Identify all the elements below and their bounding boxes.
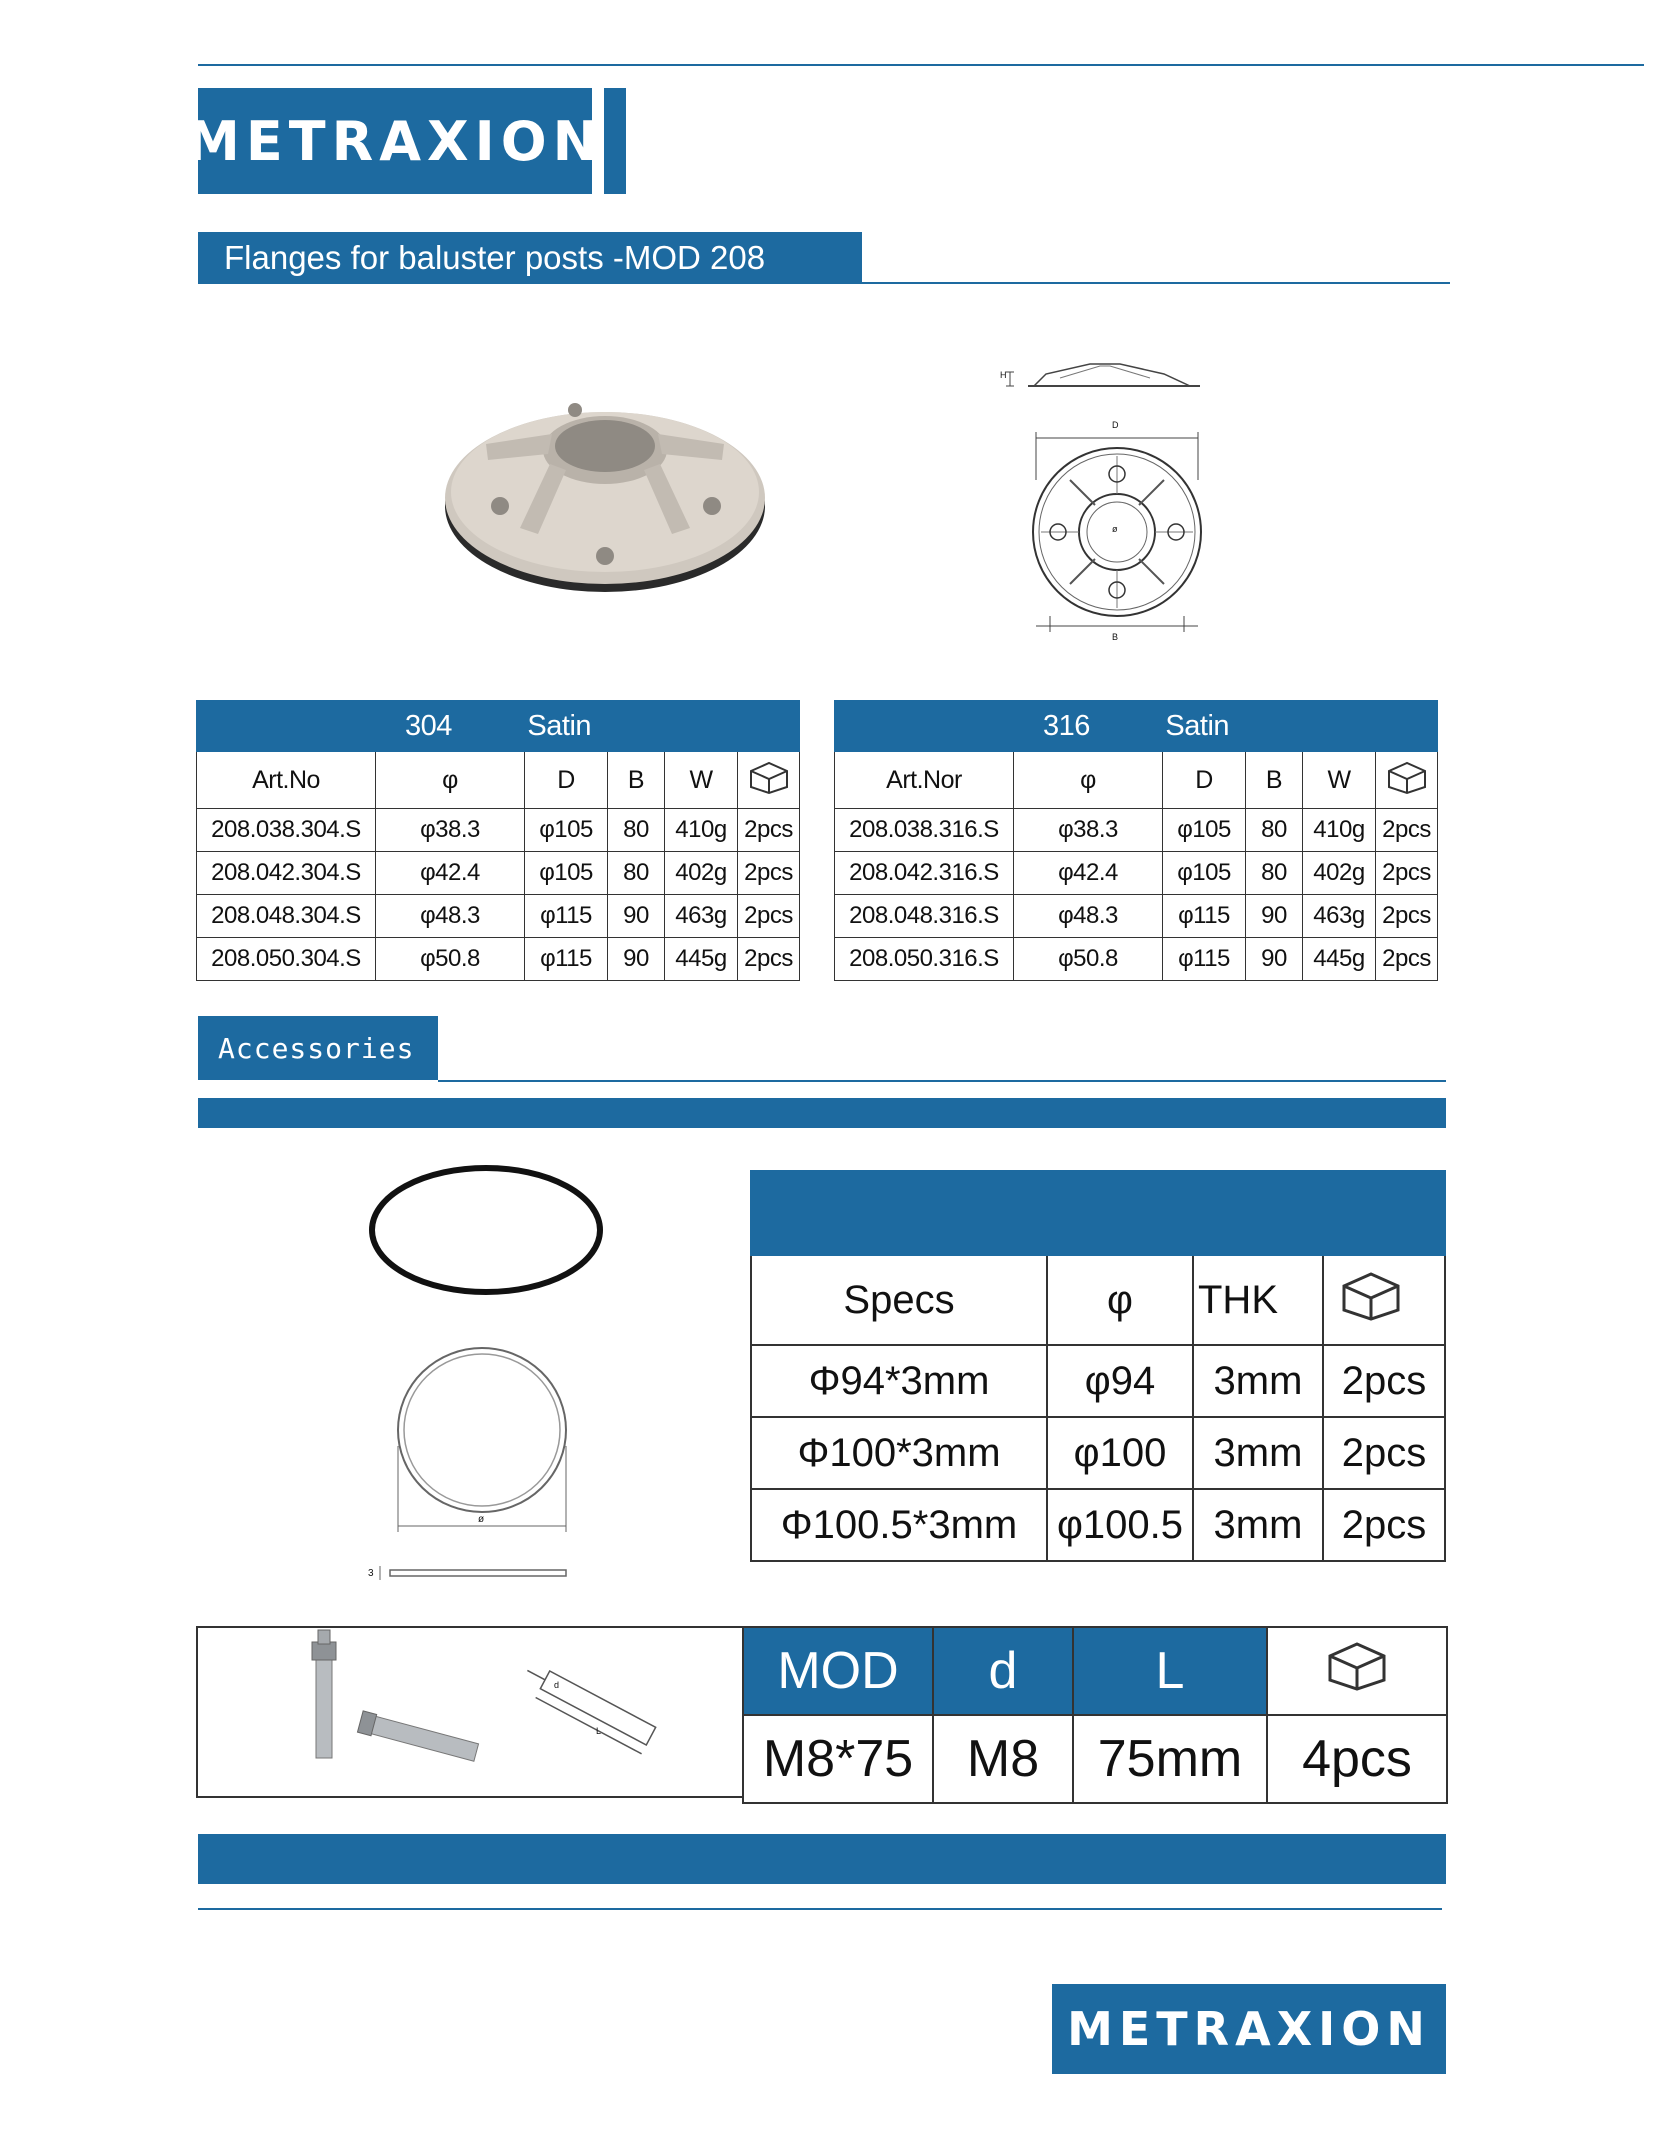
cell-pack: 2pcs: [738, 938, 800, 981]
table-316-grade: 316: [1042, 709, 1090, 742]
cell-phi: φ50.8: [1014, 938, 1163, 981]
cell-w: 463g: [665, 895, 738, 938]
bottom-band: [198, 1834, 1446, 1884]
cell-pack: 2pcs: [1376, 938, 1438, 981]
table-row: [197, 852, 800, 895]
col-specs: Specs: [751, 1255, 1047, 1345]
col-pack: [1267, 1627, 1447, 1715]
section-title: [198, 232, 862, 284]
accessories-title: [198, 1016, 438, 1080]
cell-phi: φ100.5: [1047, 1489, 1193, 1561]
title-rule: [862, 282, 1450, 284]
col-pack: [738, 752, 800, 809]
oring-label-diameter: ø: [478, 1514, 485, 1525]
anchor-image-box: [196, 1626, 744, 1798]
flange-side-drawing: [1000, 356, 1210, 396]
cell-b: 80: [608, 809, 665, 852]
cell-artno: 208.050.316.S: [835, 938, 1014, 981]
page-title: Flanges for baluster posts -MOD 208: [224, 239, 766, 276]
top-rule: [198, 64, 1644, 66]
table-row: [751, 1345, 1445, 1417]
cell-w: 402g: [665, 852, 738, 895]
table-304-grade: 304: [404, 709, 452, 742]
table-row: [751, 1417, 1445, 1489]
cell-b: 80: [1246, 809, 1303, 852]
table-row: [835, 809, 1438, 852]
cell-w: 445g: [665, 938, 738, 981]
cell-phi: φ42.4: [1014, 852, 1163, 895]
table-row: [197, 809, 800, 852]
oring-table: [750, 1170, 1446, 1562]
table-316-finish: Satin: [1165, 709, 1230, 742]
col-pack: [1376, 752, 1438, 809]
box-icon: [1324, 1638, 1390, 1692]
cell-phi: φ50.8: [376, 938, 525, 981]
oring-table-header-band: [751, 1171, 1445, 1255]
cell-b: 90: [608, 895, 665, 938]
cell-pack: 2pcs: [738, 809, 800, 852]
cell-d: φ115: [1163, 938, 1246, 981]
table-row: [835, 938, 1438, 981]
oring-photo: [366, 1160, 606, 1300]
cell-thk: 3mm: [1193, 1489, 1323, 1561]
cell-specs: Φ94*3mm: [751, 1345, 1047, 1417]
col-artno: Art.No: [197, 752, 376, 809]
cell-d: M8: [933, 1715, 1073, 1803]
cell-mod: M8*75: [743, 1715, 933, 1803]
cell-artno: 208.050.304.S: [197, 938, 376, 981]
cell-pack: 2pcs: [1323, 1489, 1445, 1561]
cell-d: φ105: [525, 809, 608, 852]
cell-phi: φ42.4: [376, 852, 525, 895]
accessories-title-text: Accessories: [218, 1031, 415, 1065]
table-304: [196, 700, 800, 981]
col-l: L: [1073, 1627, 1267, 1715]
col-d: d: [933, 1627, 1073, 1715]
table-row: [751, 1489, 1445, 1561]
cell-pack: 2pcs: [1376, 852, 1438, 895]
cell-w: 410g: [1303, 809, 1376, 852]
cell-phi: φ100: [1047, 1417, 1193, 1489]
col-b: B: [608, 752, 665, 809]
cell-d: φ105: [1163, 852, 1246, 895]
cell-b: 90: [1246, 895, 1303, 938]
flange-photo: [440, 388, 770, 598]
cell-phi: φ38.3: [1014, 809, 1163, 852]
table-316-header: [835, 701, 1438, 752]
cell-w: 402g: [1303, 852, 1376, 895]
cell-w: 410g: [665, 809, 738, 852]
table-row: [835, 852, 1438, 895]
cell-b: 80: [608, 852, 665, 895]
cell-specs: Φ100*3mm: [751, 1417, 1047, 1489]
col-b: B: [1246, 752, 1303, 809]
cell-artno: 208.038.316.S: [835, 809, 1014, 852]
drawing-label-bore: ø: [1112, 524, 1118, 534]
anchor-table: [742, 1626, 1448, 1804]
oring-label-thickness: 3: [368, 1568, 374, 1579]
accessories-rule: [438, 1080, 1446, 1082]
cell-artno: 208.038.304.S: [197, 809, 376, 852]
cell-l: 75mm: [1073, 1715, 1267, 1803]
cell-artno: 208.048.316.S: [835, 895, 1014, 938]
box-icon: [1385, 759, 1429, 795]
table-row: [743, 1715, 1447, 1803]
col-artno: Art.Nor: [835, 752, 1014, 809]
anchor-table-columns: [743, 1627, 1447, 1715]
cell-w: 445g: [1303, 938, 1376, 981]
cell-d: φ105: [525, 852, 608, 895]
cell-phi: φ48.3: [1014, 895, 1163, 938]
col-phi: φ: [376, 752, 525, 809]
cell-phi: φ94: [1047, 1345, 1193, 1417]
table-316: [834, 700, 1438, 981]
cell-d: φ105: [1163, 809, 1246, 852]
col-pack: [1323, 1255, 1445, 1345]
brand-accent-bar: [604, 88, 626, 194]
cell-pack: 4pcs: [1267, 1715, 1447, 1803]
cell-pack: 2pcs: [738, 895, 800, 938]
table-304-columns: [197, 752, 800, 809]
cell-artno: 208.042.316.S: [835, 852, 1014, 895]
flange-top-drawing: [1020, 420, 1210, 650]
col-phi: φ: [1014, 752, 1163, 809]
brand-logo: METRAXION: [198, 88, 592, 194]
cell-phi: φ48.3: [376, 895, 525, 938]
table-316-columns: [835, 752, 1438, 809]
cell-thk: 3mm: [1193, 1345, 1323, 1417]
drawing-label-d: D: [1112, 420, 1119, 430]
cell-artno: 208.042.304.S: [197, 852, 376, 895]
col-d: D: [525, 752, 608, 809]
col-mod: MOD: [743, 1627, 933, 1715]
table-row: [835, 895, 1438, 938]
drawing-label-h: H: [1000, 370, 1007, 380]
col-w: W: [665, 752, 738, 809]
anchor-label-l: L: [596, 1726, 602, 1736]
footer-brand-logo: METRAXION: [1052, 1984, 1446, 2074]
cell-pack: 2pcs: [1376, 809, 1438, 852]
table-304-finish: Satin: [527, 709, 592, 742]
cell-b: 80: [1246, 852, 1303, 895]
anchor-label-d: d: [554, 1680, 560, 1690]
cell-thk: 3mm: [1193, 1417, 1323, 1489]
oring-table-columns: [751, 1255, 1445, 1345]
cell-pack: 2pcs: [1376, 895, 1438, 938]
cell-pack: 2pcs: [1323, 1345, 1445, 1417]
box-icon: [747, 759, 791, 795]
table-row: [197, 895, 800, 938]
cell-b: 90: [608, 938, 665, 981]
cell-pack: 2pcs: [1323, 1417, 1445, 1489]
cell-d: φ115: [525, 895, 608, 938]
drawing-label-b: B: [1112, 632, 1119, 642]
cell-pack: 2pcs: [738, 852, 800, 895]
col-thk: THK: [1193, 1255, 1323, 1345]
cell-w: 463g: [1303, 895, 1376, 938]
oring-drawing: [368, 1346, 588, 1586]
accessories-band: [198, 1098, 1446, 1128]
table-row: [197, 938, 800, 981]
col-w: W: [1303, 752, 1376, 809]
bottom-rule: [198, 1908, 1442, 1910]
cell-b: 90: [1246, 938, 1303, 981]
col-phi: φ: [1047, 1255, 1193, 1345]
cell-d: φ115: [1163, 895, 1246, 938]
cell-specs: Φ100.5*3mm: [751, 1489, 1047, 1561]
cell-d: φ115: [525, 938, 608, 981]
cell-phi: φ38.3: [376, 809, 525, 852]
box-icon: [1338, 1268, 1404, 1322]
table-304-header: [197, 701, 800, 752]
col-d: D: [1163, 752, 1246, 809]
cell-artno: 208.048.304.S: [197, 895, 376, 938]
